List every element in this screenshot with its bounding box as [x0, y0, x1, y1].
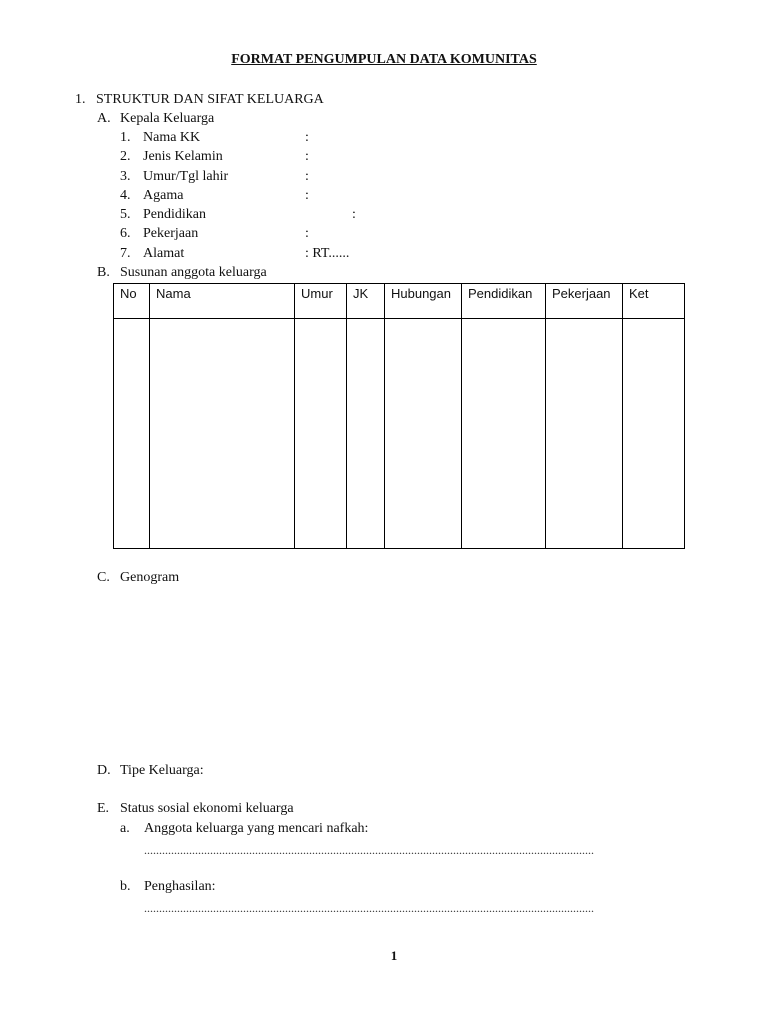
field-separator[interactable]: :	[305, 130, 309, 145]
item-b-fill-line[interactable]: ......................................................................................................................................................	[144, 901, 594, 915]
field-number: 3.	[120, 169, 131, 184]
section-e-letter: E.	[97, 801, 110, 816]
table-cell[interactable]	[114, 319, 150, 549]
column-header-hubungan: Hubungan	[385, 284, 462, 319]
table-cell[interactable]	[295, 319, 347, 549]
field-label-agama: Agama	[143, 188, 184, 203]
family-members-table	[113, 283, 685, 549]
field-number: 4.	[120, 188, 131, 203]
section-1-heading: STRUKTUR DAN SIFAT KELUARGA	[96, 92, 324, 107]
item-b-label: Penghasilan:	[144, 879, 216, 894]
item-a-letter: a.	[120, 821, 130, 836]
field-label-pekerjaan: Pekerjaan	[143, 226, 199, 241]
section-b-heading: Susunan anggota keluarga	[120, 265, 267, 280]
field-separator[interactable]: : RT......	[305, 246, 350, 261]
section-d-letter: D.	[97, 763, 111, 778]
column-header-umur: Umur	[295, 284, 347, 319]
table-cell[interactable]	[347, 319, 385, 549]
table-cell[interactable]	[150, 319, 295, 549]
field-number: 7.	[120, 246, 131, 261]
column-header-nama: Nama	[150, 284, 295, 319]
item-a-fill-line[interactable]: ......................................................................................................................................................	[144, 843, 594, 857]
field-separator[interactable]: :	[305, 169, 309, 184]
section-e-heading: Status sosial ekonomi keluarga	[120, 801, 294, 816]
field-label-pendidikan: Pendidikan	[143, 207, 206, 222]
table-cell[interactable]	[623, 319, 685, 549]
column-header-no: No	[114, 284, 150, 319]
field-number: 5.	[120, 207, 131, 222]
table-cell[interactable]	[385, 319, 462, 549]
genogram-area[interactable]	[120, 592, 680, 742]
table-cell[interactable]	[462, 319, 546, 549]
page-number: 1	[390, 948, 398, 963]
section-c-letter: C.	[97, 570, 110, 585]
field-separator[interactable]: :	[352, 207, 356, 222]
section-b-letter: B.	[97, 265, 110, 280]
item-b-letter: b.	[120, 879, 131, 894]
section-a-heading: Kepala Keluarga	[120, 111, 215, 126]
item-a-label: Anggota keluarga yang mencari nafkah:	[144, 821, 369, 836]
section-d-heading: Tipe Keluarga:	[120, 763, 204, 778]
field-separator[interactable]: :	[305, 188, 309, 203]
field-number: 6.	[120, 226, 131, 241]
section-1-number: 1.	[75, 92, 86, 107]
page-title	[0, 52, 768, 68]
field-label-umur: Umur/Tgl lahir	[143, 169, 229, 184]
column-header-jk: JK	[347, 284, 385, 319]
field-separator[interactable]: :	[305, 226, 309, 241]
field-number: 1.	[120, 130, 131, 145]
field-label-nama-kk: Nama KK	[143, 130, 201, 145]
table-cell[interactable]	[546, 319, 623, 549]
table-row	[114, 319, 685, 549]
field-label-jenis-kelamin: Jenis Kelamin	[143, 149, 223, 164]
column-header-pendidikan: Pendidikan	[462, 284, 546, 319]
page-title-text: FORMAT PENGUMPULAN DATA KOMUNITAS	[231, 52, 537, 67]
field-separator[interactable]: :	[305, 149, 309, 164]
column-header-pekerjaan: Pekerjaan	[546, 284, 623, 319]
table-header-row	[114, 284, 685, 319]
section-a-letter: A.	[97, 111, 111, 126]
field-label-alamat: Alamat	[143, 246, 185, 261]
section-c-heading: Genogram	[120, 570, 180, 585]
column-header-ket: Ket	[623, 284, 685, 319]
field-number: 2.	[120, 149, 131, 164]
